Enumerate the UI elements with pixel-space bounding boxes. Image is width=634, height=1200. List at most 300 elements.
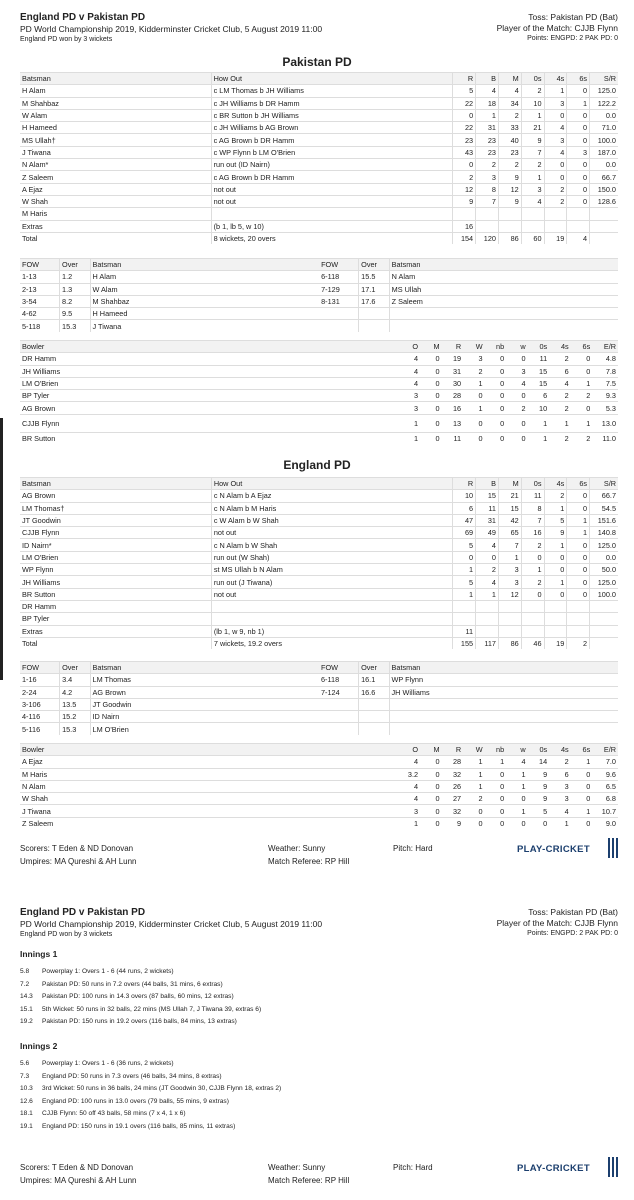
stat-cell: 12 xyxy=(453,183,476,195)
bowler-name: Z Saleem xyxy=(20,817,398,829)
stat-cell: 69 xyxy=(453,527,476,539)
innings1-team-title: Pakistan PD xyxy=(282,55,352,69)
stat-cell: 1 xyxy=(463,780,485,792)
bowler-name: M Haris xyxy=(20,768,398,780)
fow-batsman: Batsman xyxy=(389,259,618,271)
competition-line-2: PD World Championship 2019, Kidderminster Cricket Club, 5 August 2019 11:00 xyxy=(20,919,323,929)
stat-cell: 4 xyxy=(567,232,590,244)
stat-cell: 0s xyxy=(521,478,544,490)
stat-cell: 23 xyxy=(476,134,499,146)
bowler-name: BP Tyler xyxy=(20,390,399,402)
innings2-notes xyxy=(20,1059,281,1134)
fow-score: FOW xyxy=(319,259,359,271)
stat-cell xyxy=(476,613,499,625)
stat-cell: 2 xyxy=(571,432,593,444)
bowling-row xyxy=(20,805,618,817)
how-out: c WP Flynn b LM O'Brien xyxy=(211,146,453,158)
stat-cell: 0 xyxy=(485,768,507,780)
stat-cell: 15 xyxy=(528,365,550,377)
innings1-batting-table xyxy=(20,72,618,244)
stat-cell: 4 xyxy=(521,195,544,207)
stat-cell: 10 xyxy=(528,402,550,414)
stat-cell: 1 xyxy=(567,97,590,109)
stat-cell: 6 xyxy=(528,390,550,402)
bowler-name: DR Hamm xyxy=(20,353,399,365)
stat-cell: 0 xyxy=(453,159,476,171)
stat-cell: 54.5 xyxy=(590,502,618,514)
stat-cell: W xyxy=(463,744,485,756)
stat-cell: 2 xyxy=(521,539,544,551)
stat-cell: 0 xyxy=(420,377,441,389)
stat-cell: 8 xyxy=(476,183,499,195)
result-line-2: England PD won by 3 wickets xyxy=(20,931,113,938)
batsman-name: Total xyxy=(20,637,211,649)
bowling-row xyxy=(20,353,618,365)
stat-cell: 3 xyxy=(544,134,567,146)
stat-cell: 0 xyxy=(420,365,441,377)
fow-row xyxy=(20,295,618,307)
how-out: not out xyxy=(211,527,452,539)
batting-row xyxy=(20,195,618,207)
stat-cell: 4 xyxy=(399,365,420,377)
fow-batsman: JT Goodwin xyxy=(90,698,319,710)
stat-cell: 3.2 xyxy=(398,768,420,780)
stat-cell: 2 xyxy=(549,432,571,444)
stat-cell: 4 xyxy=(476,539,499,551)
match-notes-page xyxy=(0,895,634,1200)
stat-cell: S/R xyxy=(590,478,618,490)
batsman-name: H Hameed xyxy=(20,122,211,134)
note-row xyxy=(20,1059,281,1072)
stat-cell: 9 xyxy=(498,171,521,183)
stat-cell: 28 xyxy=(442,390,464,402)
stat-cell: 0 xyxy=(521,588,544,600)
batsman-name: Batsman xyxy=(20,478,211,490)
stat-cell: 6 xyxy=(549,768,571,780)
stat-cell: 9 xyxy=(528,768,550,780)
stat-cell: 0 xyxy=(485,377,507,389)
stat-cell: 4 xyxy=(506,377,527,389)
stat-cell: 5 xyxy=(453,85,476,97)
fow-batsman: Batsman xyxy=(389,662,618,674)
stat-cell: 4 xyxy=(399,353,420,365)
stat-cell: 1 xyxy=(528,432,550,444)
batsman-name: BR Sutton xyxy=(20,588,211,600)
stat-cell: 4 xyxy=(398,793,420,805)
note-text: Powerplay 1: Overs 1 - 6 (44 runs, 2 wickets) xyxy=(42,968,174,975)
fow-score: 1-16 xyxy=(20,674,60,686)
stat-cell: 0 xyxy=(463,432,485,444)
fow-score: 5-116 xyxy=(20,723,60,735)
bowling-header-row xyxy=(20,341,618,353)
how-out xyxy=(211,208,453,220)
note-row xyxy=(20,1072,281,1085)
innings2-batting-table xyxy=(20,477,618,649)
note-over: 19.2 xyxy=(20,1018,33,1025)
stat-cell: 1 xyxy=(453,588,476,600)
stat-cell: 12 xyxy=(498,183,521,195)
stat-cell: 1 xyxy=(528,414,550,432)
fow-batsman: ID Nairn xyxy=(90,711,319,723)
note-text: England PD: 100 runs in 13.0 overs (79 balls, 55 mins, 9 extras) xyxy=(42,1097,229,1105)
fow-score xyxy=(319,698,359,710)
stat-cell: 1 xyxy=(506,768,527,780)
fow-score xyxy=(319,711,359,723)
note-row xyxy=(20,1017,261,1030)
stat-cell: 0 xyxy=(453,109,476,121)
stat-cell: 14 xyxy=(528,756,550,768)
pitch: Pitch: Hard xyxy=(393,844,433,853)
note-text: Pakistan PD: 100 runs in 14.3 overs (87 balls, 60 mins, 12 extras) xyxy=(42,993,234,1000)
bowler-name: A Ejaz xyxy=(20,756,398,768)
batting-row xyxy=(20,171,618,183)
match-title: England PD v Pakistan PD xyxy=(20,12,146,23)
batting-row xyxy=(20,600,618,612)
stat-cell: 4.8 xyxy=(592,353,618,365)
fow-row xyxy=(20,283,618,295)
how-out xyxy=(211,613,452,625)
bowler-name: BR Sutton xyxy=(20,432,399,444)
fow-row xyxy=(20,686,618,698)
stat-cell: 5 xyxy=(453,576,476,588)
stat-cell: 0 xyxy=(567,195,590,207)
stat-cell: 2 xyxy=(453,171,476,183)
stat-cell: 1 xyxy=(476,109,499,121)
stat-cell: 4 xyxy=(398,756,420,768)
stat-cell: 31 xyxy=(442,365,464,377)
stat-cell: 0 xyxy=(567,134,590,146)
stat-cell: 4 xyxy=(549,805,571,817)
fow-batsman: N Alam xyxy=(389,271,618,283)
stat-cell: 3 xyxy=(399,390,420,402)
note-over: 7.3 xyxy=(20,1072,30,1080)
stat-cell: R xyxy=(453,73,476,85)
stat-cell: 6 xyxy=(549,365,571,377)
stat-cell: 10.7 xyxy=(592,805,618,817)
stat-cell: 7.8 xyxy=(592,365,618,377)
stat-cell: 0 xyxy=(420,432,441,444)
batting-row xyxy=(20,527,618,539)
fow-score: 5-118 xyxy=(20,320,60,332)
stat-cell: 0 xyxy=(506,432,527,444)
stat-cell: 32 xyxy=(442,805,464,817)
stat-cell: 0 xyxy=(420,390,441,402)
stat-cell: 3 xyxy=(506,365,527,377)
stat-cell xyxy=(498,220,521,232)
batsman-name: Extras xyxy=(20,625,211,637)
stat-cell: 1 xyxy=(567,527,590,539)
note-over: 18.1 xyxy=(20,1110,33,1117)
how-out: not out xyxy=(211,588,452,600)
stat-cell xyxy=(590,613,618,625)
how-out: not out xyxy=(211,183,453,195)
note-over: 7.2 xyxy=(20,980,30,988)
stat-cell: 0 xyxy=(485,402,507,414)
how-out: 7 wickets, 19.2 overs xyxy=(211,637,452,649)
note-text: Pakistan PD: 50 runs in 7.2 overs (44 balls, 31 mins, 6 extras) xyxy=(42,980,223,988)
fow-score: 2-13 xyxy=(20,283,60,295)
batsman-name: Extras xyxy=(20,220,211,232)
pitch-2: Pitch: Hard xyxy=(393,1163,433,1172)
stat-cell xyxy=(567,613,590,625)
stat-cell: 0 xyxy=(506,414,527,432)
stat-cell: 23 xyxy=(476,146,499,158)
fow-over xyxy=(359,698,389,710)
stat-cell: 47 xyxy=(453,514,476,526)
batting-row xyxy=(20,564,618,576)
stat-cell: 2 xyxy=(544,490,567,502)
bowling-row xyxy=(20,756,618,768)
fow-batsman: Batsman xyxy=(90,259,319,271)
stat-cell: 0 xyxy=(567,588,590,600)
how-out: c AG Brown b DR Hamm xyxy=(211,134,453,146)
fow-batsman: Batsman xyxy=(90,662,319,674)
fow-score: 4-116 xyxy=(20,711,60,723)
stat-cell: 46 xyxy=(521,637,544,649)
fow-header-row xyxy=(20,259,618,271)
how-out: How Out xyxy=(211,478,452,490)
batsman-name: Batsman xyxy=(20,73,211,85)
stat-cell: 1 xyxy=(498,551,521,563)
stat-cell: 15 xyxy=(498,502,521,514)
fow-over: 15.2 xyxy=(60,711,90,723)
fow-row xyxy=(20,308,618,320)
stat-cell: 0 xyxy=(567,502,590,514)
stat-cell: 42 xyxy=(498,514,521,526)
stat-cell: 23 xyxy=(498,146,521,158)
how-out: (b 1, lb 5, w 10) xyxy=(211,220,453,232)
note-text: 5th Wicket: 50 runs in 32 balls, 22 mins (MS Ullah 7, J Tiwana 39, extras 6) xyxy=(42,1005,262,1013)
bowler-name: AG Brown xyxy=(20,402,399,414)
stat-cell xyxy=(567,220,590,232)
stat-cell: 5 xyxy=(544,514,567,526)
bowler-name: J Tiwana xyxy=(20,805,398,817)
stat-cell xyxy=(521,208,544,220)
batsman-name: LM O'Brien xyxy=(20,551,211,563)
innings2-bowling-table xyxy=(20,743,618,829)
stat-cell: 2 xyxy=(498,159,521,171)
stat-cell: 3 xyxy=(521,183,544,195)
fow-batsman: W Alam xyxy=(90,283,319,295)
stat-cell xyxy=(476,208,499,220)
stat-cell: 0 xyxy=(485,793,507,805)
batsman-name: Z Saleem xyxy=(20,171,211,183)
fow-over: Over xyxy=(359,662,389,674)
stat-cell: 3 xyxy=(476,171,499,183)
batting-row xyxy=(20,551,618,563)
stat-cell: 0 xyxy=(485,414,507,432)
fow-score xyxy=(319,320,359,332)
bowling-row xyxy=(20,365,618,377)
competition-line: PD World Championship 2019, Kidderminster Cricket Club, 5 August 2019 11:00 xyxy=(20,24,323,34)
note-row xyxy=(20,1109,281,1122)
stat-cell: 4 xyxy=(544,146,567,158)
fow-batsman: H Hameed xyxy=(90,308,319,320)
stat-cell: 2 xyxy=(476,564,499,576)
match-header xyxy=(0,0,634,50)
stat-cell: 0s xyxy=(521,73,544,85)
stumps-icon xyxy=(608,1157,618,1177)
how-out: c JH Williams b AG Brown xyxy=(211,122,453,134)
bowler-name: N Alam xyxy=(20,780,398,792)
batting-row xyxy=(20,490,618,502)
fow-score xyxy=(319,723,359,735)
stat-cell: 50.0 xyxy=(590,564,618,576)
stat-cell: 4s xyxy=(549,744,571,756)
stat-cell: 5 xyxy=(453,539,476,551)
innings2-team-title: England PD xyxy=(283,458,351,472)
stat-cell: 9 xyxy=(453,195,476,207)
how-out: run out (ID Nairn) xyxy=(211,159,453,171)
how-out xyxy=(211,600,452,612)
stat-cell: 7 xyxy=(521,146,544,158)
batting-header-row xyxy=(20,73,618,85)
stat-cell: 7.5 xyxy=(592,377,618,389)
bowler-name: W Shah xyxy=(20,793,398,805)
total-row xyxy=(20,232,618,244)
stat-cell: 10 xyxy=(453,490,476,502)
batsman-name: BP Tyler xyxy=(20,613,211,625)
stat-cell: 16 xyxy=(521,527,544,539)
stat-cell: 1 xyxy=(506,780,527,792)
stat-cell: 0 xyxy=(420,768,441,780)
stat-cell: 4 xyxy=(399,377,420,389)
fow-over: 16.1 xyxy=(359,674,389,686)
stat-cell: B xyxy=(476,73,499,85)
stat-cell: 18 xyxy=(476,97,499,109)
batting-row xyxy=(20,514,618,526)
stat-cell: 0 xyxy=(506,817,527,829)
stat-cell: 0 xyxy=(463,805,485,817)
stat-cell: 0 xyxy=(571,365,593,377)
stat-cell: 0 xyxy=(485,817,507,829)
stat-cell xyxy=(476,600,499,612)
stat-cell: W xyxy=(463,341,485,353)
stat-cell: 1 xyxy=(567,514,590,526)
note-text: CJJB Flynn: 50 off 43 balls, 58 mins (7 x 4, 1 x 6) xyxy=(42,1110,186,1117)
stat-cell xyxy=(590,625,618,637)
note-text: England PD: 150 runs in 19.1 overs (116 balls, 85 mins, 11 extras) xyxy=(42,1122,236,1130)
note-text: Powerplay 1: Overs 1 - 6 (36 runs, 2 wickets) xyxy=(42,1060,174,1067)
scorers: Scorers: T Eden & ND Donovan xyxy=(20,844,134,853)
stat-cell: 4 xyxy=(476,85,499,97)
note-over: 10.3 xyxy=(20,1085,33,1092)
stat-cell: 3 xyxy=(498,564,521,576)
stat-cell: 0 xyxy=(567,171,590,183)
stat-cell: M xyxy=(498,73,521,85)
stat-cell: 2 xyxy=(521,159,544,171)
stat-cell: 1 xyxy=(544,576,567,588)
stat-cell: 0 xyxy=(521,551,544,563)
stat-cell: 1 xyxy=(571,756,593,768)
stat-cell: 15 xyxy=(476,490,499,502)
innings1-notes xyxy=(20,967,261,1030)
stat-cell: 9 xyxy=(442,817,464,829)
fow-score: 2-24 xyxy=(20,686,60,698)
stat-cell: 0 xyxy=(485,390,507,402)
play-cricket-logo: PLAY-CRICKET xyxy=(517,844,590,855)
stat-cell xyxy=(590,637,618,649)
batting-row xyxy=(20,539,618,551)
toss-line-2: Toss: Pakistan PD (Bat) xyxy=(528,907,618,917)
fow-score: 6-118 xyxy=(319,271,359,283)
how-out: c BR Sutton b JH Williams xyxy=(211,109,453,121)
stat-cell: 0 xyxy=(485,780,507,792)
stat-cell: 0 xyxy=(485,365,507,377)
how-out: c AG Brown b DR Hamm xyxy=(211,171,453,183)
stat-cell: 7 xyxy=(521,514,544,526)
stat-cell xyxy=(521,220,544,232)
stat-cell: M xyxy=(498,478,521,490)
note-over: 12.6 xyxy=(20,1097,33,1105)
stat-cell: 0 xyxy=(506,390,527,402)
note-text: Pakistan PD: 150 runs in 19.2 overs (116 balls, 84 mins, 13 extras) xyxy=(42,1018,237,1025)
fow-batsman: M Shahbaz xyxy=(90,295,319,307)
how-out: c N Alam b A Ejaz xyxy=(211,490,452,502)
stat-cell: 2 xyxy=(571,390,593,402)
bowler-name: LM O'Brien xyxy=(20,377,399,389)
stat-cell: 4s xyxy=(544,478,567,490)
batsman-name: M Shahbaz xyxy=(20,97,211,109)
stat-cell: 0s xyxy=(528,341,550,353)
stat-cell: 0 xyxy=(420,805,441,817)
total-row xyxy=(20,637,618,649)
bowling-row xyxy=(20,414,618,432)
stat-cell: 3 xyxy=(549,780,571,792)
stat-cell: 21 xyxy=(521,122,544,134)
batsman-name: AG Brown xyxy=(20,490,211,502)
batsman-name: M Haris xyxy=(20,208,211,220)
stat-cell: O xyxy=(399,341,420,353)
stat-cell: 8 xyxy=(521,502,544,514)
fow-score: 3-54 xyxy=(20,295,60,307)
note-over: 5.8 xyxy=(20,968,30,975)
stat-cell: 6s xyxy=(571,744,593,756)
stat-cell: 2 xyxy=(549,390,571,402)
batting-header-row xyxy=(20,478,618,490)
stat-cell: 6.8 xyxy=(592,793,618,805)
stat-cell xyxy=(521,600,544,612)
innings2-notes-title: Innings 2 xyxy=(20,1041,58,1051)
fow-over: Over xyxy=(359,259,389,271)
stat-cell: 0 xyxy=(463,817,485,829)
stat-cell: 21 xyxy=(498,490,521,502)
stat-cell xyxy=(476,625,499,637)
play-cricket-logo-2: PLAY-CRICKET xyxy=(517,1163,590,1174)
stat-cell: 4 xyxy=(506,756,527,768)
note-row xyxy=(20,967,261,980)
fow-batsman: WP Flynn xyxy=(389,674,618,686)
bowler-name: Bowler xyxy=(20,744,398,756)
batting-row xyxy=(20,146,618,158)
stat-cell: 125.0 xyxy=(590,85,618,97)
stat-cell: 0 xyxy=(420,353,441,365)
stat-cell: 125.0 xyxy=(590,539,618,551)
stat-cell: 0.0 xyxy=(590,551,618,563)
stat-cell: 31 xyxy=(476,122,499,134)
stat-cell: 16 xyxy=(453,220,476,232)
stat-cell: w xyxy=(506,341,527,353)
points-line: Points: ENGPD: 2 PAK PD: 0 xyxy=(527,35,618,42)
stat-cell: 60 xyxy=(521,232,544,244)
fow-over: 17.1 xyxy=(359,283,389,295)
bowler-name: JH Williams xyxy=(20,365,399,377)
stat-cell: 19 xyxy=(544,637,567,649)
stat-cell: 11 xyxy=(442,432,464,444)
fow-over: Over xyxy=(60,662,90,674)
stat-cell: 1 xyxy=(463,377,485,389)
stat-cell: 1 xyxy=(571,414,593,432)
